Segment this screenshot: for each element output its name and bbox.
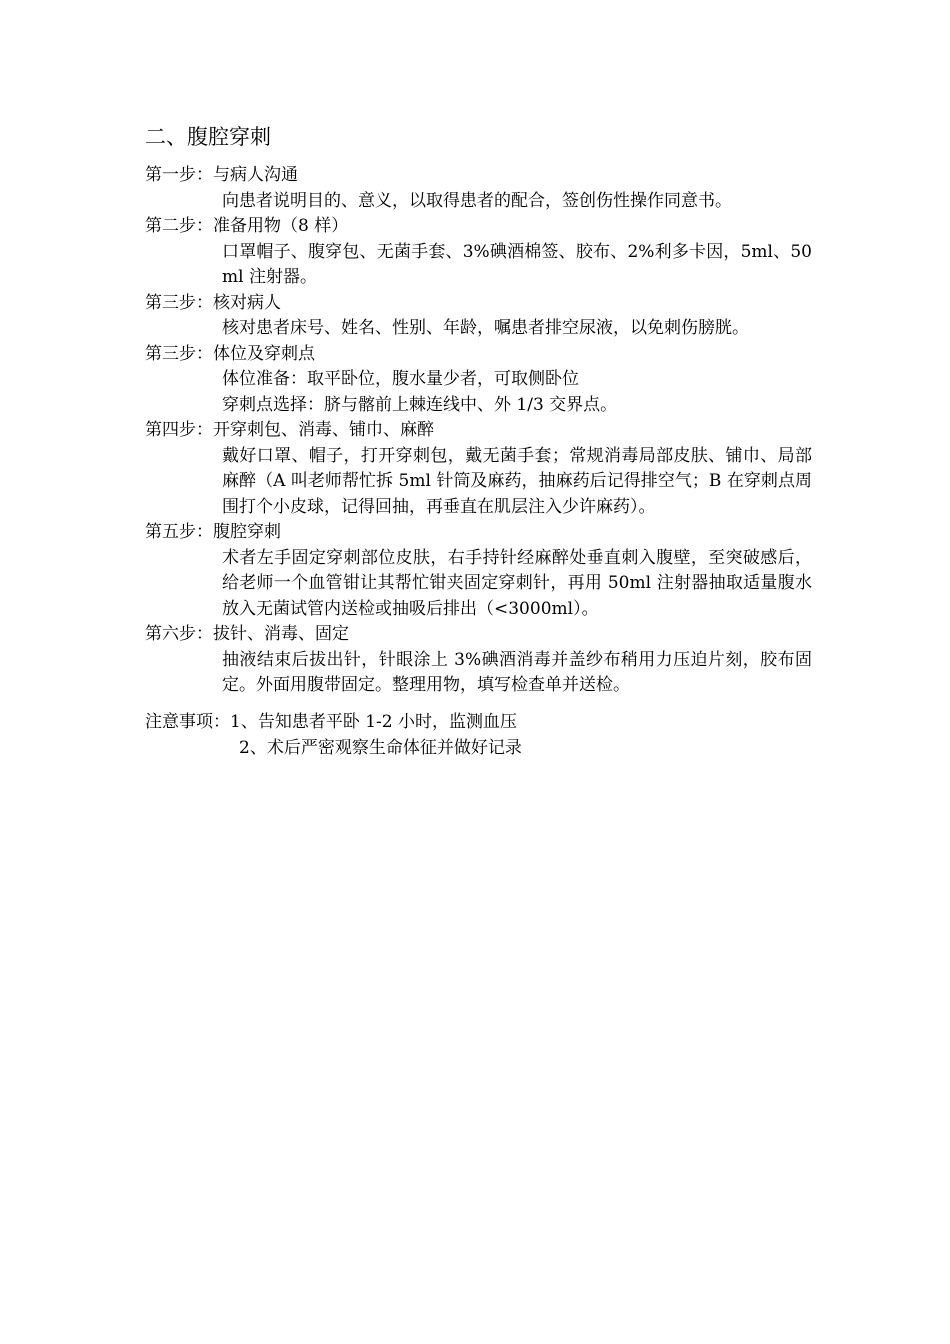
step-2 — [145, 214, 835, 291]
step-5 — [145, 418, 835, 520]
note-item: 2、术后严密观察生命体征并做好记录 — [239, 738, 522, 758]
step-heading: 第六步：拔针、消毒、固定 — [145, 624, 349, 644]
step-heading: 第三步：体位及穿刺点 — [145, 343, 315, 364]
step-text: 核对患者床号、姓名、性别、年龄，嘱患者排空尿液，以免刺伤膀胱。 — [222, 318, 749, 338]
note-row-1 — [145, 709, 522, 735]
steps-list — [145, 163, 835, 699]
step-4 — [145, 342, 835, 419]
step-text: 向患者说明目的、意义，以取得患者的配合，签创伤性操作同意书。 — [222, 190, 732, 211]
step-text: 体位准备：取平卧位，腹水量少者，可取侧卧位 — [222, 369, 579, 389]
step-1 — [145, 163, 835, 214]
notes-label: 注意事项： — [145, 712, 230, 732]
step-text: 抽液结束后拔出针，针眼涂上 3%碘酒消毒并盖纱布稍用力压迫片刻，胶布固定。外面用腹带固定。整理用物，填写检查单并送检。 — [222, 649, 812, 695]
step-heading: 第一步：与病人沟通 — [145, 165, 298, 185]
step-6 — [145, 520, 835, 622]
step-3 — [145, 291, 835, 342]
step-text: 口罩帽子、腹穿包、无菌手套、3%碘酒棉签、胶布、2%利多卡因，5ml、50ml 注射器。 — [222, 241, 812, 287]
section-title: 二、腹腔穿刺 — [145, 125, 271, 149]
step-heading: 第四步：开穿刺包、消毒、铺巾、麻醉 — [145, 420, 434, 440]
step-heading: 第二步：准备用物（8 样） — [145, 216, 349, 236]
note-row-2 — [145, 735, 522, 761]
step-7 — [145, 622, 835, 699]
step-heading: 第五步：腹腔穿刺 — [145, 522, 281, 542]
step-text: 术者左手固定穿刺部位皮肤，右手持针经麻醉处垂直刺入腹壁，至突破感后，给老师一个血管钳让其帮忙钳夹固定穿刺针，再用 50ml 注射器抽取适量腹水放入无菌试管内送检或抽吸后排出（<3000ml）。 — [222, 547, 812, 619]
note-item: 1、告知患者平卧 1-2 小时，监测血压 — [230, 712, 517, 732]
step-heading: 第三步：核对病人 — [145, 292, 281, 313]
step-text: 戴好口罩、帽子，打开穿刺包，戴无菌手套；常规消毒局部皮肤、铺巾、局部麻醉（A 叫老师帮忙拆 5ml 针筒及麻药，抽麻药后记得排空气；B 在穿刺点周围打个小皮球，记得回抽，再垂直在肌层注入少许麻药）。 — [222, 445, 812, 517]
notes-section — [145, 709, 522, 761]
step-text: 穿刺点选择：脐与髂前上棘连线中、外 1/3 交界点。 — [222, 394, 618, 415]
